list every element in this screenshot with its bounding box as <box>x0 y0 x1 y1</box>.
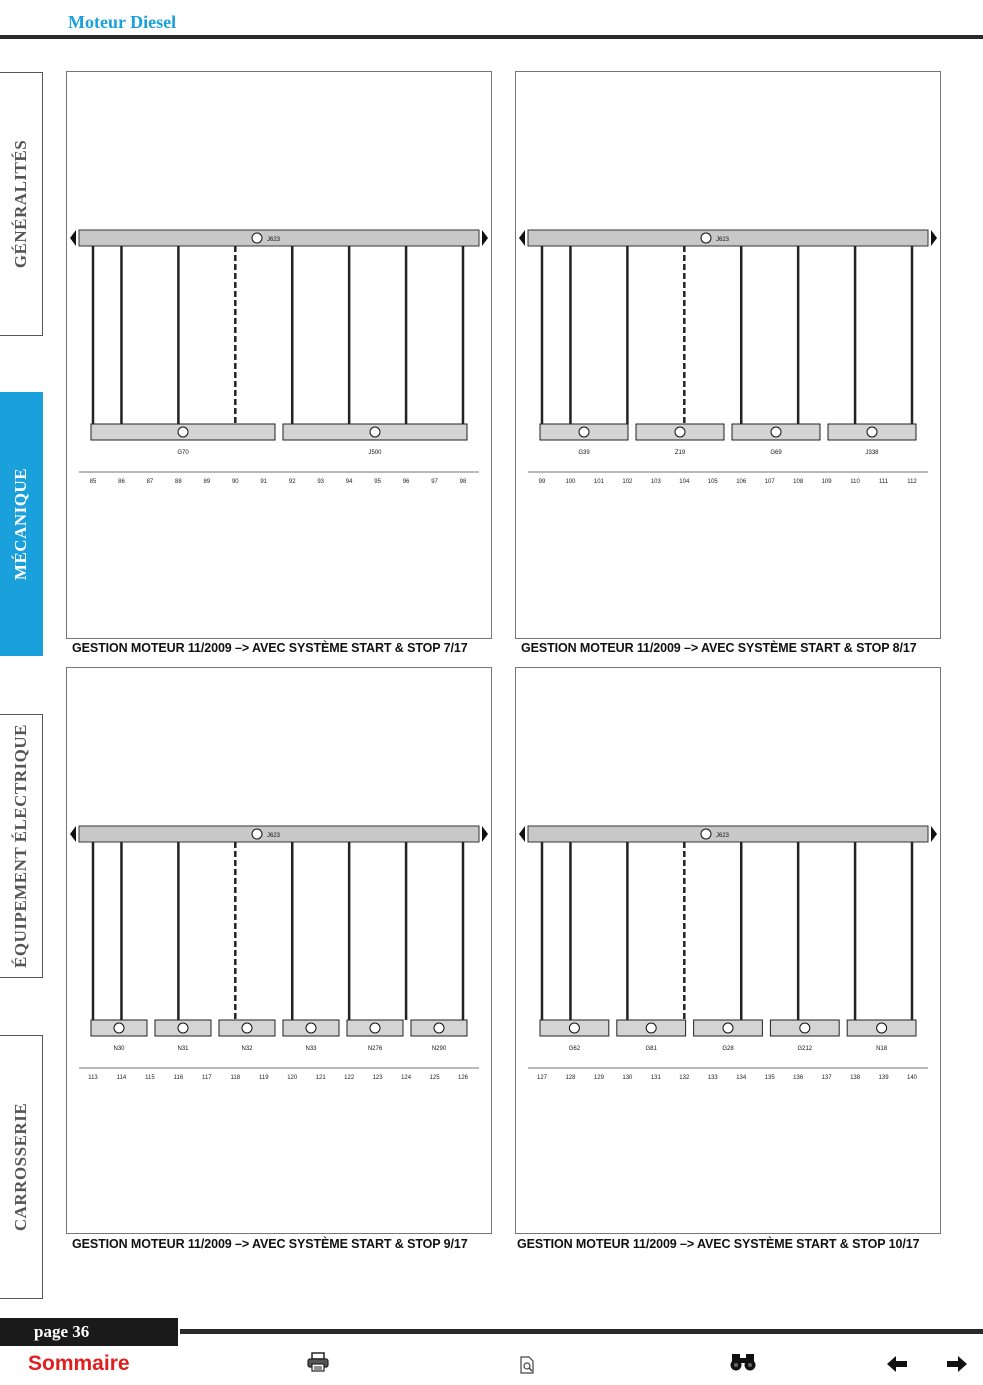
path-number: 91 <box>260 479 268 485</box>
tab-mecanique[interactable] <box>0 392 43 656</box>
wiring-diagram-8 <box>515 71 941 639</box>
component-label: G69 <box>770 450 782 456</box>
component-label: G81 <box>645 1046 657 1052</box>
component-label: G62 <box>568 1046 581 1052</box>
tab-label: MÉCANIQUE <box>11 467 30 581</box>
binoculars-icon[interactable] <box>730 1352 756 1377</box>
wiring-diagram-7 <box>66 71 492 639</box>
path-number: 92 <box>288 479 296 485</box>
arrow-right-icon[interactable] <box>947 1356 967 1377</box>
tab-generalites[interactable] <box>0 72 43 336</box>
component-symbol <box>723 1023 733 1033</box>
component-symbol <box>178 427 188 437</box>
component-label: G70 <box>177 450 189 456</box>
path-number: 99 <box>538 479 546 485</box>
diagram-caption: GESTION MOTEUR 11/2009 –> AVEC SYSTÈME START & STOP 10/17 <box>517 1237 920 1251</box>
path-number: 133 <box>707 1075 718 1081</box>
path-number: 117 <box>202 1075 212 1081</box>
arrow-left-icon[interactable] <box>887 1356 907 1377</box>
path-number: 139 <box>878 1075 889 1081</box>
print-icon[interactable] <box>307 1352 329 1377</box>
diagram-drawing <box>67 72 491 638</box>
component-symbol <box>370 427 380 437</box>
component-symbol <box>646 1023 656 1033</box>
path-number: 96 <box>402 479 410 485</box>
component-symbol <box>178 1023 188 1033</box>
component-label: N31 <box>177 1046 189 1052</box>
path-number: 129 <box>593 1075 604 1081</box>
tab-label: CARROSSERIE <box>11 1102 30 1232</box>
path-number: 116 <box>173 1075 184 1081</box>
component-symbol <box>242 1023 252 1033</box>
component-symbol <box>675 427 685 437</box>
tab-label: ÉQUIPEMENT ÉLECTRIQUE <box>11 724 30 968</box>
path-number: 131 <box>650 1075 661 1081</box>
path-number: 135 <box>764 1075 775 1081</box>
path-number: 134 <box>736 1075 747 1081</box>
footer-divider <box>180 1329 983 1334</box>
path-number: 104 <box>679 479 690 485</box>
diagram-caption: GESTION MOTEUR 11/2009 –> AVEC SYSTÈME START & STOP 9/17 <box>72 1237 468 1251</box>
path-number: 132 <box>679 1075 690 1081</box>
component-symbol <box>434 1023 444 1033</box>
wiring-diagram-10 <box>515 667 941 1234</box>
wiring-diagram-9 <box>66 667 492 1234</box>
path-number: 88 <box>175 479 182 485</box>
path-number: 110 <box>850 479 860 485</box>
component-label: G28 <box>722 1046 734 1052</box>
diagram-drawing <box>516 72 940 638</box>
bus-right-arrow <box>931 230 937 246</box>
path-number: 87 <box>146 479 154 485</box>
path-number: 125 <box>429 1075 440 1081</box>
path-number: 127 <box>536 1075 548 1081</box>
page-title: Moteur Diesel <box>68 12 177 32</box>
path-number: 95 <box>374 479 381 485</box>
ground-symbol <box>701 233 711 243</box>
path-number: 102 <box>622 479 633 485</box>
path-number: 106 <box>736 479 747 485</box>
tab-carrosserie[interactable] <box>0 1035 43 1299</box>
path-number: 105 <box>707 479 718 485</box>
component-label: N30 <box>113 1046 125 1052</box>
path-number: 90 <box>231 479 239 485</box>
diagram-drawing <box>516 668 940 1233</box>
component-symbol <box>569 1023 579 1033</box>
component-label: N18 <box>876 1046 888 1052</box>
path-number: 98 <box>459 479 467 485</box>
component-label: G212 <box>797 1046 813 1052</box>
path-number: 140 <box>906 1075 918 1081</box>
document-icon[interactable] <box>519 1356 535 1379</box>
sommaire-link[interactable]: Sommaire <box>28 1352 130 1375</box>
component-symbol <box>114 1023 124 1033</box>
path-number: 101 <box>593 479 604 485</box>
component-label: N32 <box>241 1046 253 1052</box>
path-number: 107 <box>764 479 775 485</box>
component-symbol <box>877 1023 887 1033</box>
path-number: 138 <box>850 1075 861 1081</box>
path-number: 113 <box>88 1075 98 1081</box>
bus-right-arrow <box>482 230 488 246</box>
bus-label: J623 <box>267 237 281 243</box>
path-number: 114 <box>116 1075 127 1081</box>
diagram-caption: GESTION MOTEUR 11/2009 –> AVEC SYSTÈME START & STOP 8/17 <box>521 641 917 655</box>
path-number: 118 <box>230 1075 241 1081</box>
path-number: 115 <box>145 1075 155 1081</box>
path-number: 130 <box>622 1075 633 1081</box>
component-label: Z19 <box>674 450 686 456</box>
path-number: 109 <box>821 479 832 485</box>
path-number: 111 <box>878 479 889 485</box>
path-number: 120 <box>287 1075 298 1081</box>
component-symbol <box>800 1023 810 1033</box>
path-number: 123 <box>372 1075 383 1081</box>
ground-symbol <box>252 829 262 839</box>
component-symbol <box>370 1023 380 1033</box>
path-number: 136 <box>793 1075 804 1081</box>
component-label: N33 <box>305 1046 317 1052</box>
path-number: 128 <box>565 1075 576 1081</box>
path-number: 119 <box>258 1075 269 1081</box>
component-symbol <box>306 1023 316 1033</box>
diagram-caption: GESTION MOTEUR 11/2009 –> AVEC SYSTÈME START & STOP 7/17 <box>72 641 468 655</box>
path-number: 86 <box>118 479 125 485</box>
diagram-drawing <box>67 668 491 1233</box>
path-number: 122 <box>344 1075 355 1081</box>
bus-right-arrow <box>482 826 488 842</box>
path-number: 89 <box>203 479 211 485</box>
tab-label: GÉNÉRALITÉS <box>11 139 30 269</box>
bus-left-arrow <box>519 826 525 842</box>
bus-label: J623 <box>716 833 730 839</box>
component-label: J500 <box>368 450 382 456</box>
bus-left-arrow <box>70 826 76 842</box>
component-label: J338 <box>865 450 879 456</box>
component-symbol <box>867 427 877 437</box>
component-symbol <box>579 427 589 437</box>
ground-symbol <box>252 233 262 243</box>
path-number: 103 <box>650 479 661 485</box>
path-number: 100 <box>565 479 576 485</box>
ground-symbol <box>701 829 711 839</box>
component-symbol <box>771 427 781 437</box>
path-number: 108 <box>793 479 804 485</box>
page-number: page 36 <box>34 1322 90 1341</box>
path-number: 94 <box>345 479 353 485</box>
header-divider <box>0 35 983 39</box>
component-label: N276 <box>367 1046 383 1052</box>
path-number: 85 <box>89 479 97 485</box>
path-number: 126 <box>457 1075 469 1081</box>
component-label: N290 <box>431 1046 447 1052</box>
bus-left-arrow <box>70 230 76 246</box>
bus-right-arrow <box>931 826 937 842</box>
page-number-box <box>0 1318 178 1346</box>
path-number: 93 <box>317 479 325 485</box>
bus-left-arrow <box>519 230 525 246</box>
path-number: 112 <box>907 479 917 485</box>
bus-label: J623 <box>267 833 281 839</box>
path-number: 121 <box>315 1075 326 1081</box>
tab-equipement-electrique[interactable] <box>0 714 43 978</box>
path-number: 124 <box>401 1075 412 1081</box>
component-label: G39 <box>578 450 590 456</box>
bus-label: J623 <box>716 237 730 243</box>
path-number: 137 <box>821 1075 832 1081</box>
path-number: 97 <box>431 479 438 485</box>
